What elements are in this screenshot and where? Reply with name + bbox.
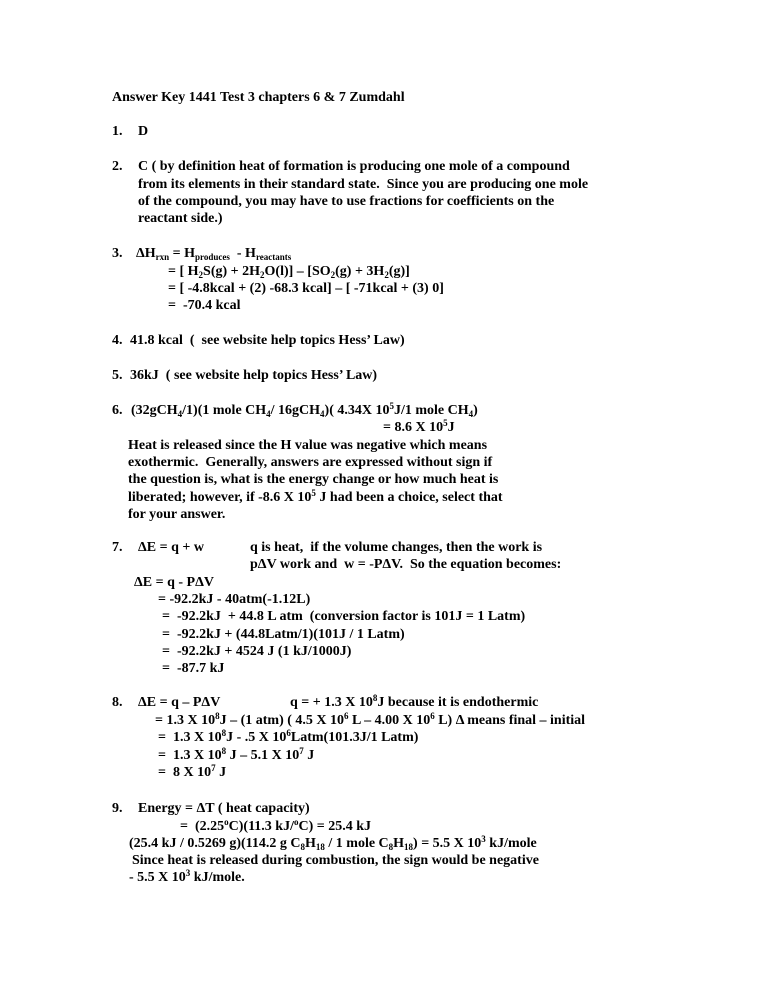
page-title: Answer Key 1441 Test 3 chapters 6 & 7 Zumdahl: [112, 90, 405, 105]
doc-text-run: q = + 1.3 X $10^8J$ because it is endothermic: [290, 693, 539, 710]
doc-text-run: 36kJ ( see website help topics Hess’ Law): [130, 368, 378, 383]
doc-text-run: C ( by definition heat of formation is producing one mole of a compound: [138, 159, 570, 174]
doc-text-run: liberated; however, if -8.6 X $10^5$ J had been a choice, select that: [128, 488, 503, 505]
doc-line: [0, 764, 768, 781]
doc-text-run: 8.: [112, 695, 123, 710]
doc-line: [0, 729, 768, 746]
doc-text-run: 6.: [112, 403, 123, 418]
doc-line: [0, 626, 768, 643]
doc-text-run: ΔE = q – PΔV: [138, 695, 221, 710]
doc-line: [0, 437, 768, 454]
doc-text-run: = -92.2kJ - 40atm(-1.12L): [158, 592, 311, 607]
doc-text-run: = 8.6 X $10^5J$: [383, 418, 455, 435]
doc-line: [0, 506, 768, 523]
doc-text-run: = [ $H_2S(g) + 2H_2O(l)] - [SO_2(g) + 3H_2(g)]$: [168, 264, 410, 280]
doc-text-run: 4.: [112, 333, 123, 348]
doc-text-run: Heat is released since the H value was negative which means: [128, 438, 488, 453]
doc-line: [0, 574, 768, 591]
doc-line: [0, 263, 768, 280]
doc-text-run: from its elements in their standard state. Since you are producing one mole: [138, 177, 589, 192]
doc-text-run: - 5.5 X $10^3$ kJ/mole.: [129, 868, 245, 885]
doc-line: [0, 402, 768, 419]
doc-text-run: = 1.3 X $10^8J - (1$ atm) ( 4.5 X $10^6$ L – 4.00 X $10^6$ L) Δ means final – initial: [155, 711, 586, 728]
doc-line: [0, 245, 768, 262]
doc-line: [0, 800, 768, 817]
doc-text-run: = 1.3 X $10^8J - .5$ X $10^6Latm(101.3J/1$ Latm): [158, 728, 419, 745]
doc-text-run: q is heat, if the volume changes, then the work is: [250, 540, 543, 555]
doc-text-run: 2.: [112, 159, 123, 174]
doc-line: [0, 852, 768, 869]
doc-text-run: 3.: [112, 246, 123, 261]
doc-text-run: pΔV work and w = -PΔV. So the equation becomes:: [250, 557, 562, 572]
doc-text-run: = (2.25$^o$C)(11.3 kJ/$^o$C) = 25.4 kJ: [180, 817, 372, 834]
doc-line: [0, 643, 768, 660]
doc-text-run: = [ -4.8kcal + (2) -68.3 kcal] – [ -71kcal + (3) 0]: [168, 281, 444, 296]
doc-text-run: ΔE = q + w: [138, 540, 204, 555]
doc-text-run: exothermic. Generally, answers are expressed without sign if: [128, 455, 493, 470]
doc-line: [0, 123, 768, 140]
doc-text-run: $\Delta H_{rxn} = H_{produces} - H_{reactants}$: [136, 246, 292, 262]
doc-line: [0, 835, 768, 852]
doc-text-run: 41.8 kcal ( see website help topics Hess’ Law): [130, 333, 405, 348]
doc-line: [0, 608, 768, 625]
doc-line: [0, 747, 768, 764]
doc-text-run: Energy = ΔT ( heat capacity): [138, 801, 310, 816]
doc-text-run: = -92.2kJ + (44.8Latm/1)(101J / 1 Latm): [162, 627, 405, 642]
doc-line: [0, 591, 768, 608]
doc-text-run: = -87.7 kJ: [162, 661, 225, 676]
doc-text-run: ΔE = q - PΔV: [134, 575, 214, 590]
doc-line: [0, 297, 768, 314]
doc-line: [0, 193, 768, 210]
doc-text-run: (32gCH$_4$/1)(1 mole $CH_4/$ 16gCH$_4$)( 4.34X $10^5J/1$ mole $CH_4$): [131, 401, 478, 419]
doc-line: [0, 539, 768, 556]
doc-text-run: = -92.2kJ + 4524 J (1 kJ/1000J): [162, 644, 352, 659]
doc-text-run: 7.: [112, 540, 123, 555]
doc-text-run: Since heat is released during combustion, the sign would be negative: [132, 853, 539, 868]
doc-line: [0, 280, 768, 297]
doc-line: [0, 489, 768, 506]
doc-text-run: the question is, what is the energy change or how much heat is: [128, 472, 499, 487]
doc-line: [0, 660, 768, 677]
doc-text-run: = 1.3 X $10^8$ J – 5.1 X $10^7$ J: [158, 746, 315, 763]
doc-line: [0, 158, 768, 175]
doc-line: [0, 818, 768, 835]
doc-line: [0, 210, 768, 227]
doc-line: [0, 556, 768, 573]
doc-text-run: 1.: [112, 124, 123, 139]
doc-text-run: reactant side.): [138, 211, 223, 226]
doc-text-run: D: [138, 124, 149, 139]
doc-text-run: for your answer.: [128, 507, 226, 522]
doc-line: [0, 367, 768, 384]
doc-line: [0, 694, 768, 711]
doc-line: [0, 332, 768, 349]
doc-line: [0, 471, 768, 488]
doc-line: [0, 869, 768, 886]
doc-line: [0, 454, 768, 471]
doc-text-run: of the compound, you may have to use fractions for coefficients on the: [138, 194, 555, 209]
doc-line: [0, 176, 768, 193]
doc-line: [0, 419, 768, 436]
doc-text-run: = 8 X $10^7$ J: [158, 763, 227, 780]
doc-text-run: = -92.2kJ + 44.8 L atm (conversion factor is 101J = 1 Latm): [162, 609, 526, 624]
doc-text-run: 5.: [112, 368, 123, 383]
doc-text-run: (25.4 kJ / 0.5269 g)(114.2 g $C_8H_{18} / 1$ mole $C_8H_{18}) = 5.5$ X $10^3$ kJ/mole: [129, 834, 537, 852]
doc-text-run: 9.: [112, 801, 123, 816]
doc-text-run: = -70.4 kcal: [168, 298, 241, 313]
doc-line: [0, 712, 768, 729]
